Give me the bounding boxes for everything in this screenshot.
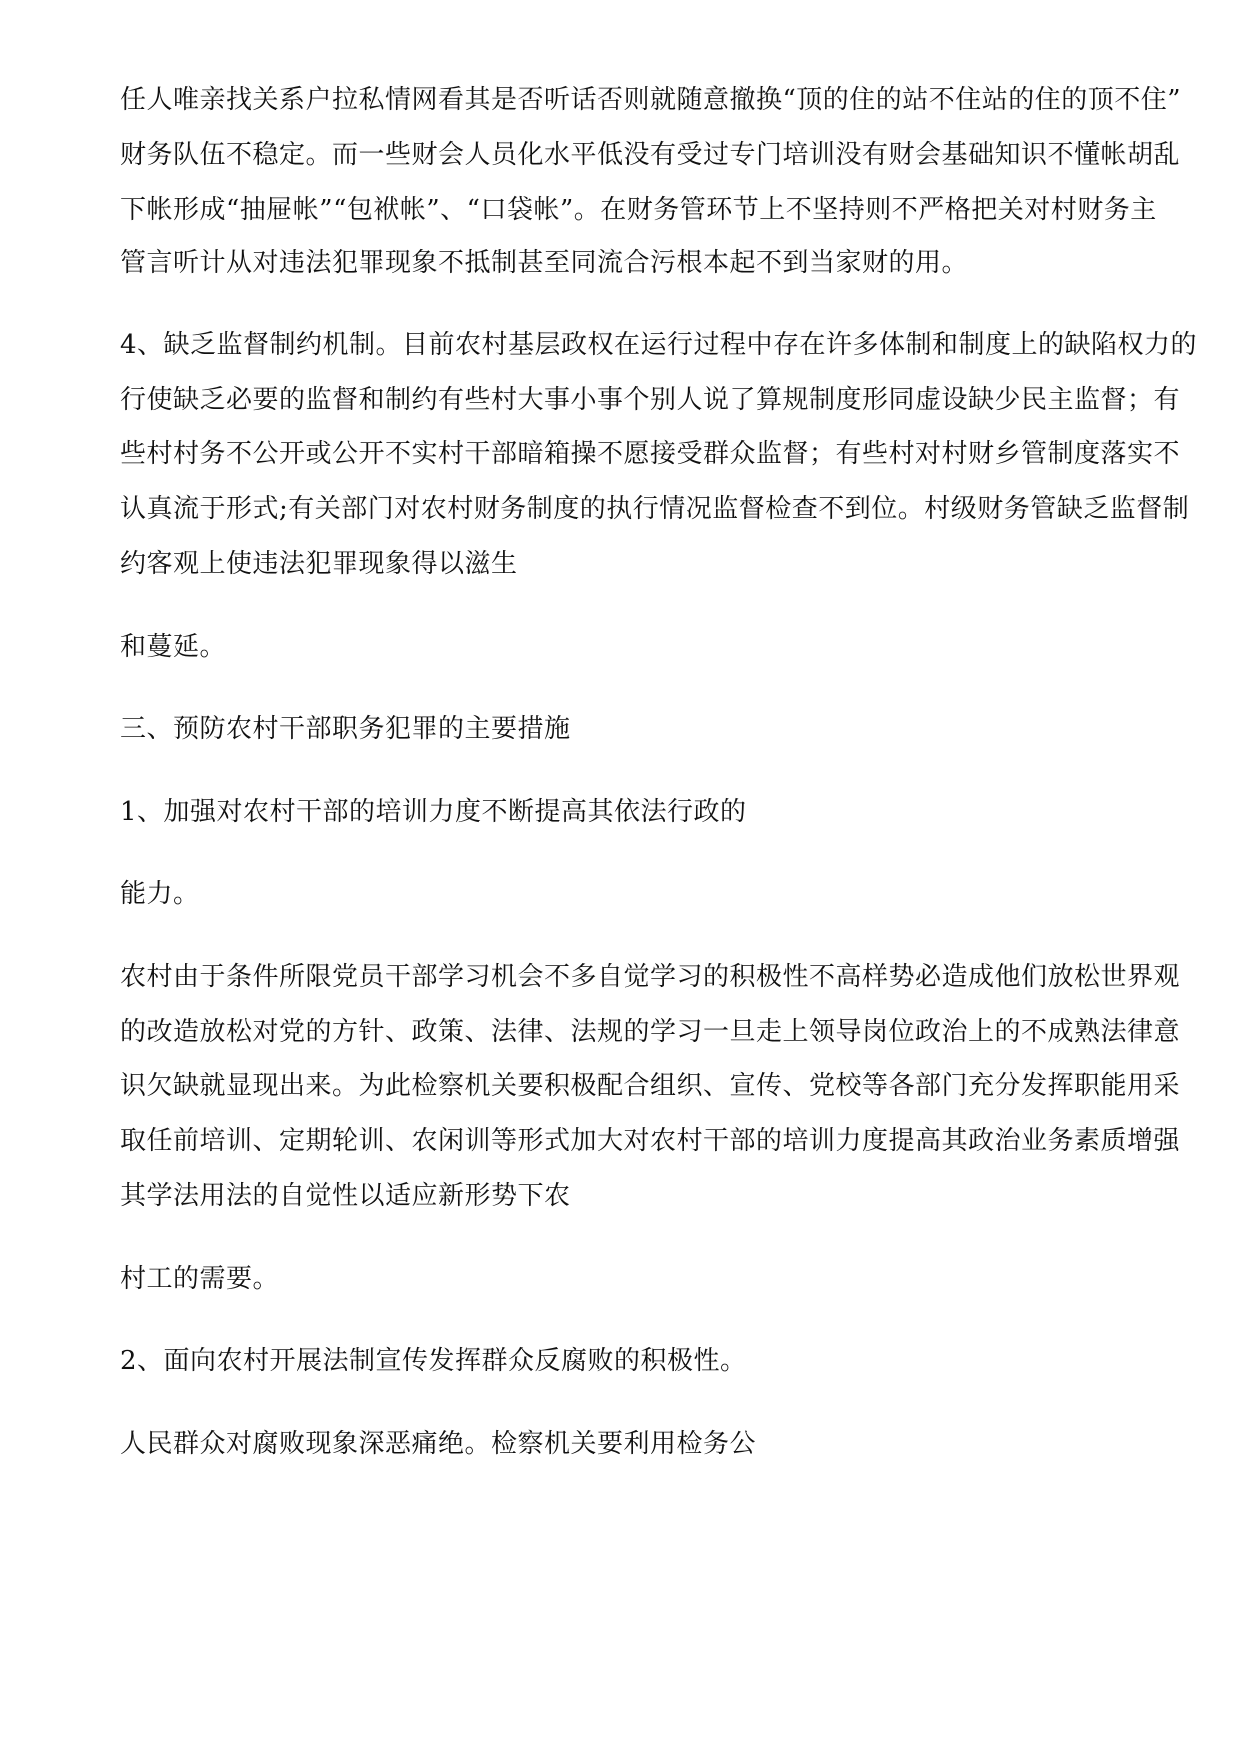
subsection-heading: 2、面向农村开展法制宣传发挥群众反腐败的积极性。 <box>120 1346 747 1376</box>
body-text-line: 的改造放松对党的方针、政策、法律、法规的学习一旦走上领导岗位政治上的不成熟法律意 <box>120 1017 1181 1047</box>
body-text-line: 其学法用法的自觉性以适应新形势下农 <box>120 1181 571 1211</box>
body-text-line: 下帐形成“抽屉帐”“包袱帐”、“口袋帐”。在财务管环节上不坚持则不严格把关对村财务主 <box>120 195 1157 225</box>
subsection-heading: 1、加强对农村干部的培训力度不断提高其依法行政的 <box>120 797 747 827</box>
body-text-line: 能力。 <box>120 879 200 909</box>
body-text-line: 认真流于形式;有关部门对农村财务制度的执行情况监督检查不到位。村级财务管缺乏监督制 <box>120 494 1190 524</box>
body-text-line: 约客观上使违法犯罪现象得以滋生 <box>120 549 518 579</box>
section-heading: 三、预防农村干部职务犯罪的主要措施 <box>120 714 571 744</box>
body-text-line: 取任前培训、定期轮训、农闲训等形式加大对农村干部的培训力度提高其政治业务素质增强 <box>120 1126 1181 1156</box>
body-text-line: 农村由于条件所限党员干部学习机会不多自觉学习的积极性不高样势必造成他们放松世界观 <box>120 962 1181 992</box>
body-text-line: 财务队伍不稳定。而一些财会人员化水平低没有受过专门培训没有财会基础知识不懂帐胡乱 <box>120 140 1181 170</box>
body-text-line: 任人唯亲找关系户拉私情网看其是否听话否则就随意撤换“顶的住的站不住站的住的顶不住” <box>120 85 1182 115</box>
body-text-line: 村工的需要。 <box>120 1264 280 1294</box>
body-text-line: 人民群众对腐败现象深恶痛绝。检察机关要利用检务公 <box>120 1429 757 1459</box>
body-text-line: 4、缺乏监督制约机制。目前农村基层政权在运行过程中存在许多体制和制度上的缺陷权力的 <box>120 330 1198 360</box>
body-text-line: 和蔓延。 <box>120 632 227 662</box>
body-text-line: 些村村务不公开或公开不实村干部暗箱操不愿接受群众监督；有些村对村财乡管制度落实不 <box>120 439 1181 469</box>
body-text-line: 管言听计从对违法犯罪现象不抵制甚至同流合污根本起不到当家财的用。 <box>120 248 969 278</box>
body-text-line: 行使缺乏必要的监督和制约有些村大事小事个别人说了算规制度形同虚设缺少民主监督；有 <box>120 385 1181 415</box>
body-text-line: 识欠缺就显现出来。为此检察机关要积极配合组织、宣传、党校等各部门充分发挥职能用采 <box>120 1071 1181 1101</box>
